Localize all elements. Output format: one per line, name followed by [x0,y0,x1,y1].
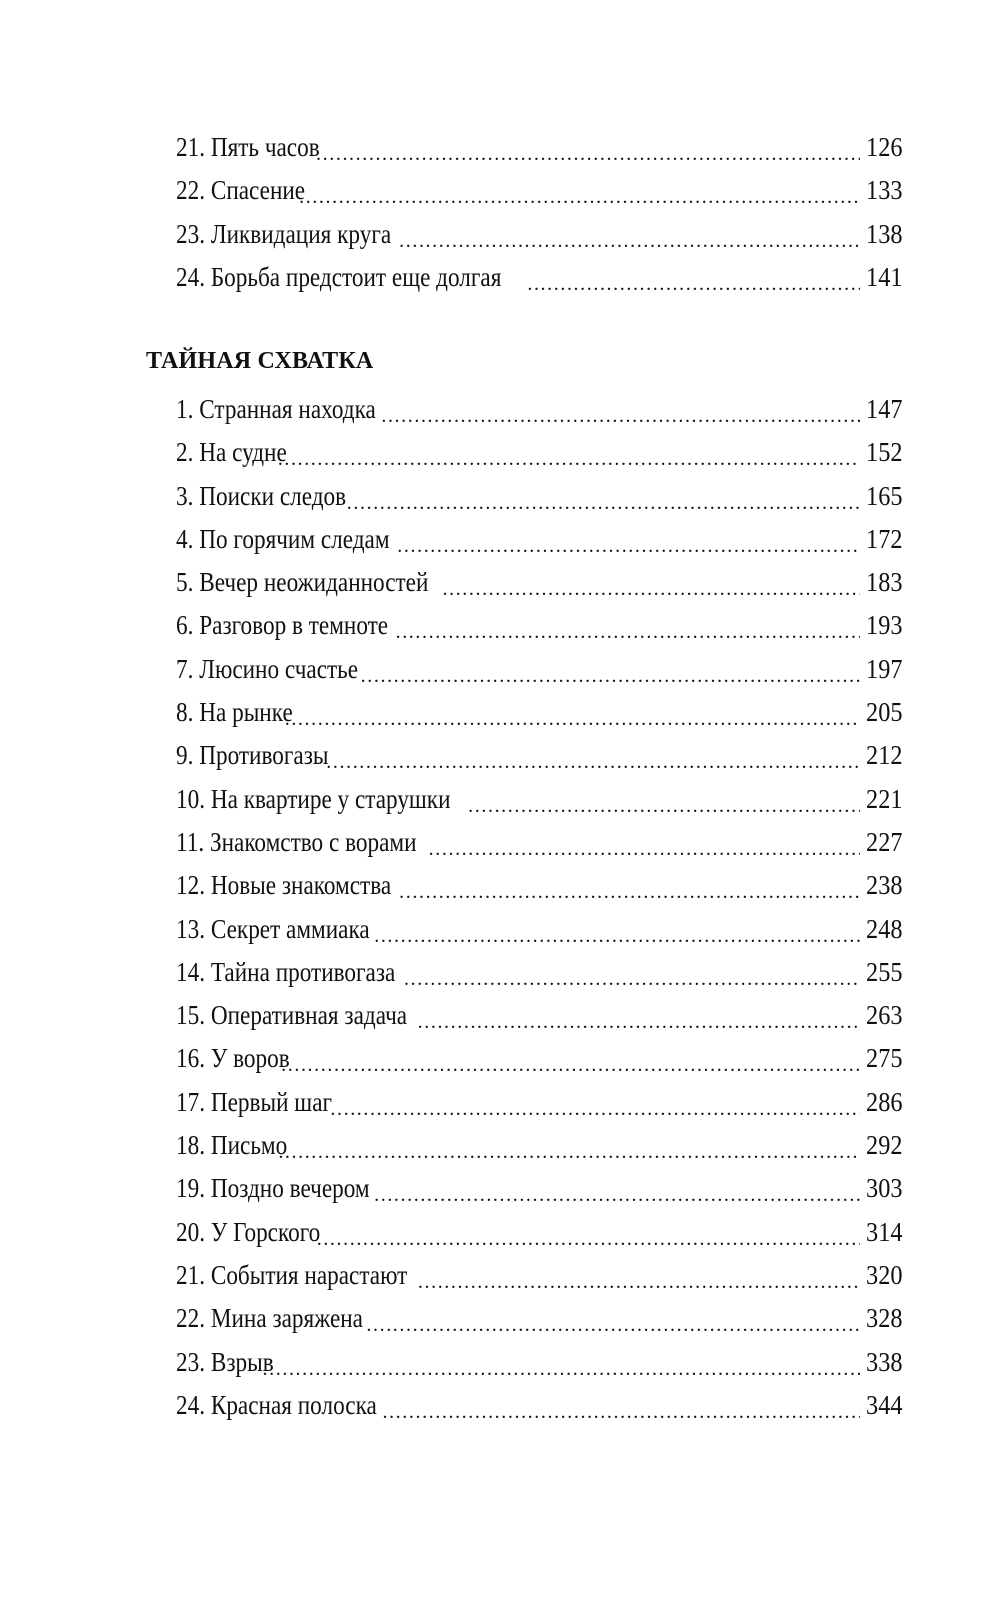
toc-entry-page: 344 [865,1389,902,1420]
toc-entry-title: 24. Борьба предстоит еще долгая [176,261,502,292]
toc-continued-list [176,126,902,299]
toc-entry-page: 292 [865,1130,902,1161]
toc-leader-dots [429,825,860,855]
toc-entry-title: 16. У воров [176,1043,290,1074]
toc-entry-page: 183 [865,567,902,598]
toc-entry [176,994,902,1037]
toc-entry-page: 238 [865,870,902,901]
toc-leader-dots [418,998,860,1028]
toc-leader-dots [281,1041,859,1071]
toc-section [146,342,902,1427]
toc-entry [176,1211,902,1254]
toc-entry [176,126,902,169]
toc-leader-dots [468,782,859,812]
toc-leader-dots [374,1171,859,1201]
toc-entry-page: 138 [865,218,902,249]
toc-entry [176,1297,902,1340]
toc-leader-dots [396,608,860,638]
toc-entry [176,691,902,734]
toc-entry-page: 275 [865,1043,902,1074]
toc-entry-title: 4. По горячим следам [176,523,390,554]
toc-entry-title: 22. Спасение [176,175,306,206]
toc-entry [176,431,902,474]
toc-leader-dots [361,652,860,682]
toc-entry-page: 314 [865,1216,902,1247]
toc-entry-title: 19. Поздно вечером [176,1173,370,1204]
toc-entry-title: 6. Разговор в темноте [176,610,389,641]
toc-entry [176,1124,902,1167]
toc-leader-dots [299,173,859,203]
toc-entry-title: 14. Тайна противогаза [176,956,396,987]
toc-entry-page: 133 [865,175,902,206]
toc-entry-title: 7. Люсино счастье [176,653,359,684]
toc-entry [176,213,902,256]
toc-leader-dots [347,479,860,509]
toc-entry-page: 152 [865,437,902,468]
toc-leader-dots [317,1215,860,1245]
toc-entry [176,908,902,951]
toc-entry-page: 126 [865,132,902,162]
toc-entry [176,256,902,299]
toc-entry-page: 141 [865,261,902,292]
toc-entry [176,388,902,431]
toc-leader-dots [374,912,859,942]
toc-leader-dots [382,1388,859,1418]
toc-entry [176,1037,902,1080]
toc-entry-page: 205 [865,697,902,728]
toc-leader-dots [404,955,859,985]
toc-entry-page: 221 [865,783,902,814]
toc-entry-title: 21. События нарастают [176,1259,408,1290]
toc-leader-dots [366,1301,859,1331]
toc-leader-dots [330,1085,859,1115]
toc-leader-dots [418,1258,860,1288]
toc-entry [176,1384,902,1427]
toc-entry [176,604,902,647]
toc-entry-page: 328 [865,1303,902,1334]
toc-entry [176,951,902,994]
toc-entry-title: 8. На рынке [176,697,293,728]
toc-entry-title: 11. Знакомство с ворами [176,826,417,857]
toc-entry-title: 18. Письмо [176,1130,288,1161]
toc-leader-dots [442,565,859,595]
toc-entry [176,734,902,777]
toc-entry-title: 5. Вечер неожиданностей [176,567,429,598]
toc-leader-dots [527,260,859,290]
toc-entry-title: 10. На квартире у старушки [176,783,451,814]
toc-entry [176,778,902,821]
toc-entry [176,1254,902,1297]
toc-leader-dots [263,1345,860,1375]
toc-leader-dots [285,695,860,725]
toc-entry-page: 338 [865,1346,902,1377]
toc-entry-page: 227 [865,826,902,857]
toc-entry-title: 2. На судне [176,437,287,468]
toc-leader-dots [381,392,859,422]
toc-leader-dots [278,1128,859,1158]
toc-entry [176,864,902,907]
toc-leader-dots [399,217,859,247]
toc-entry-page: 172 [865,523,902,554]
toc-leader-dots [399,868,859,898]
toc-entry-title: 23. Взрыв [176,1346,274,1377]
toc-entry-page: 263 [865,1000,902,1031]
toc-leader-dots [326,738,859,768]
toc-entry [176,1167,902,1210]
toc-entry-title: 12. Новые знакомства [176,870,392,901]
section-heading: ТАЙНАЯ СХВАТКА [146,348,374,374]
toc-entry [176,475,902,518]
toc-entry-page: 165 [865,480,902,511]
toc-leader-dots [397,522,859,552]
toc-entry-page: 193 [865,610,902,641]
toc-entry-title: 23. Ликвидация круга [176,218,392,249]
toc-entry-page: 255 [865,956,902,987]
toc-entry-title: 3. Поиски следов [176,480,347,511]
toc-leader-dots [316,130,859,160]
toc-entry [176,821,902,864]
toc-entry-title: 20. У Горского [176,1216,321,1247]
toc-entry-page: 197 [865,653,902,684]
toc-entry-title: 22. Мина заряжена [176,1303,363,1334]
toc-entry-title: 9. Противогазы [176,740,329,771]
toc-entry [176,1081,902,1124]
toc-entry-title: 15. Оперативная задача [176,1000,408,1031]
toc-leader-dots [278,435,860,465]
toc-entry-title: 13. Секрет аммиака [176,913,370,944]
toc-entry-title: 24. Красная полоска [176,1389,377,1420]
toc-entry-page: 303 [865,1173,902,1204]
toc-entry-page: 248 [865,913,902,944]
toc-entry-title: 1. Странная находка [176,394,376,424]
toc-entry-title: 17. Первый шаг [176,1086,333,1117]
toc-entry [176,561,902,604]
toc-entry-page: 147 [865,394,902,424]
toc-entry [176,518,902,561]
toc-entry-title: 21. Пять часов [176,132,320,162]
toc-entry-page: 320 [865,1259,902,1290]
toc-entry [176,648,902,691]
toc-entry-page: 212 [865,740,902,771]
toc-entry [176,169,902,212]
toc-entry [176,1341,902,1384]
toc-entry-page: 286 [865,1086,902,1117]
